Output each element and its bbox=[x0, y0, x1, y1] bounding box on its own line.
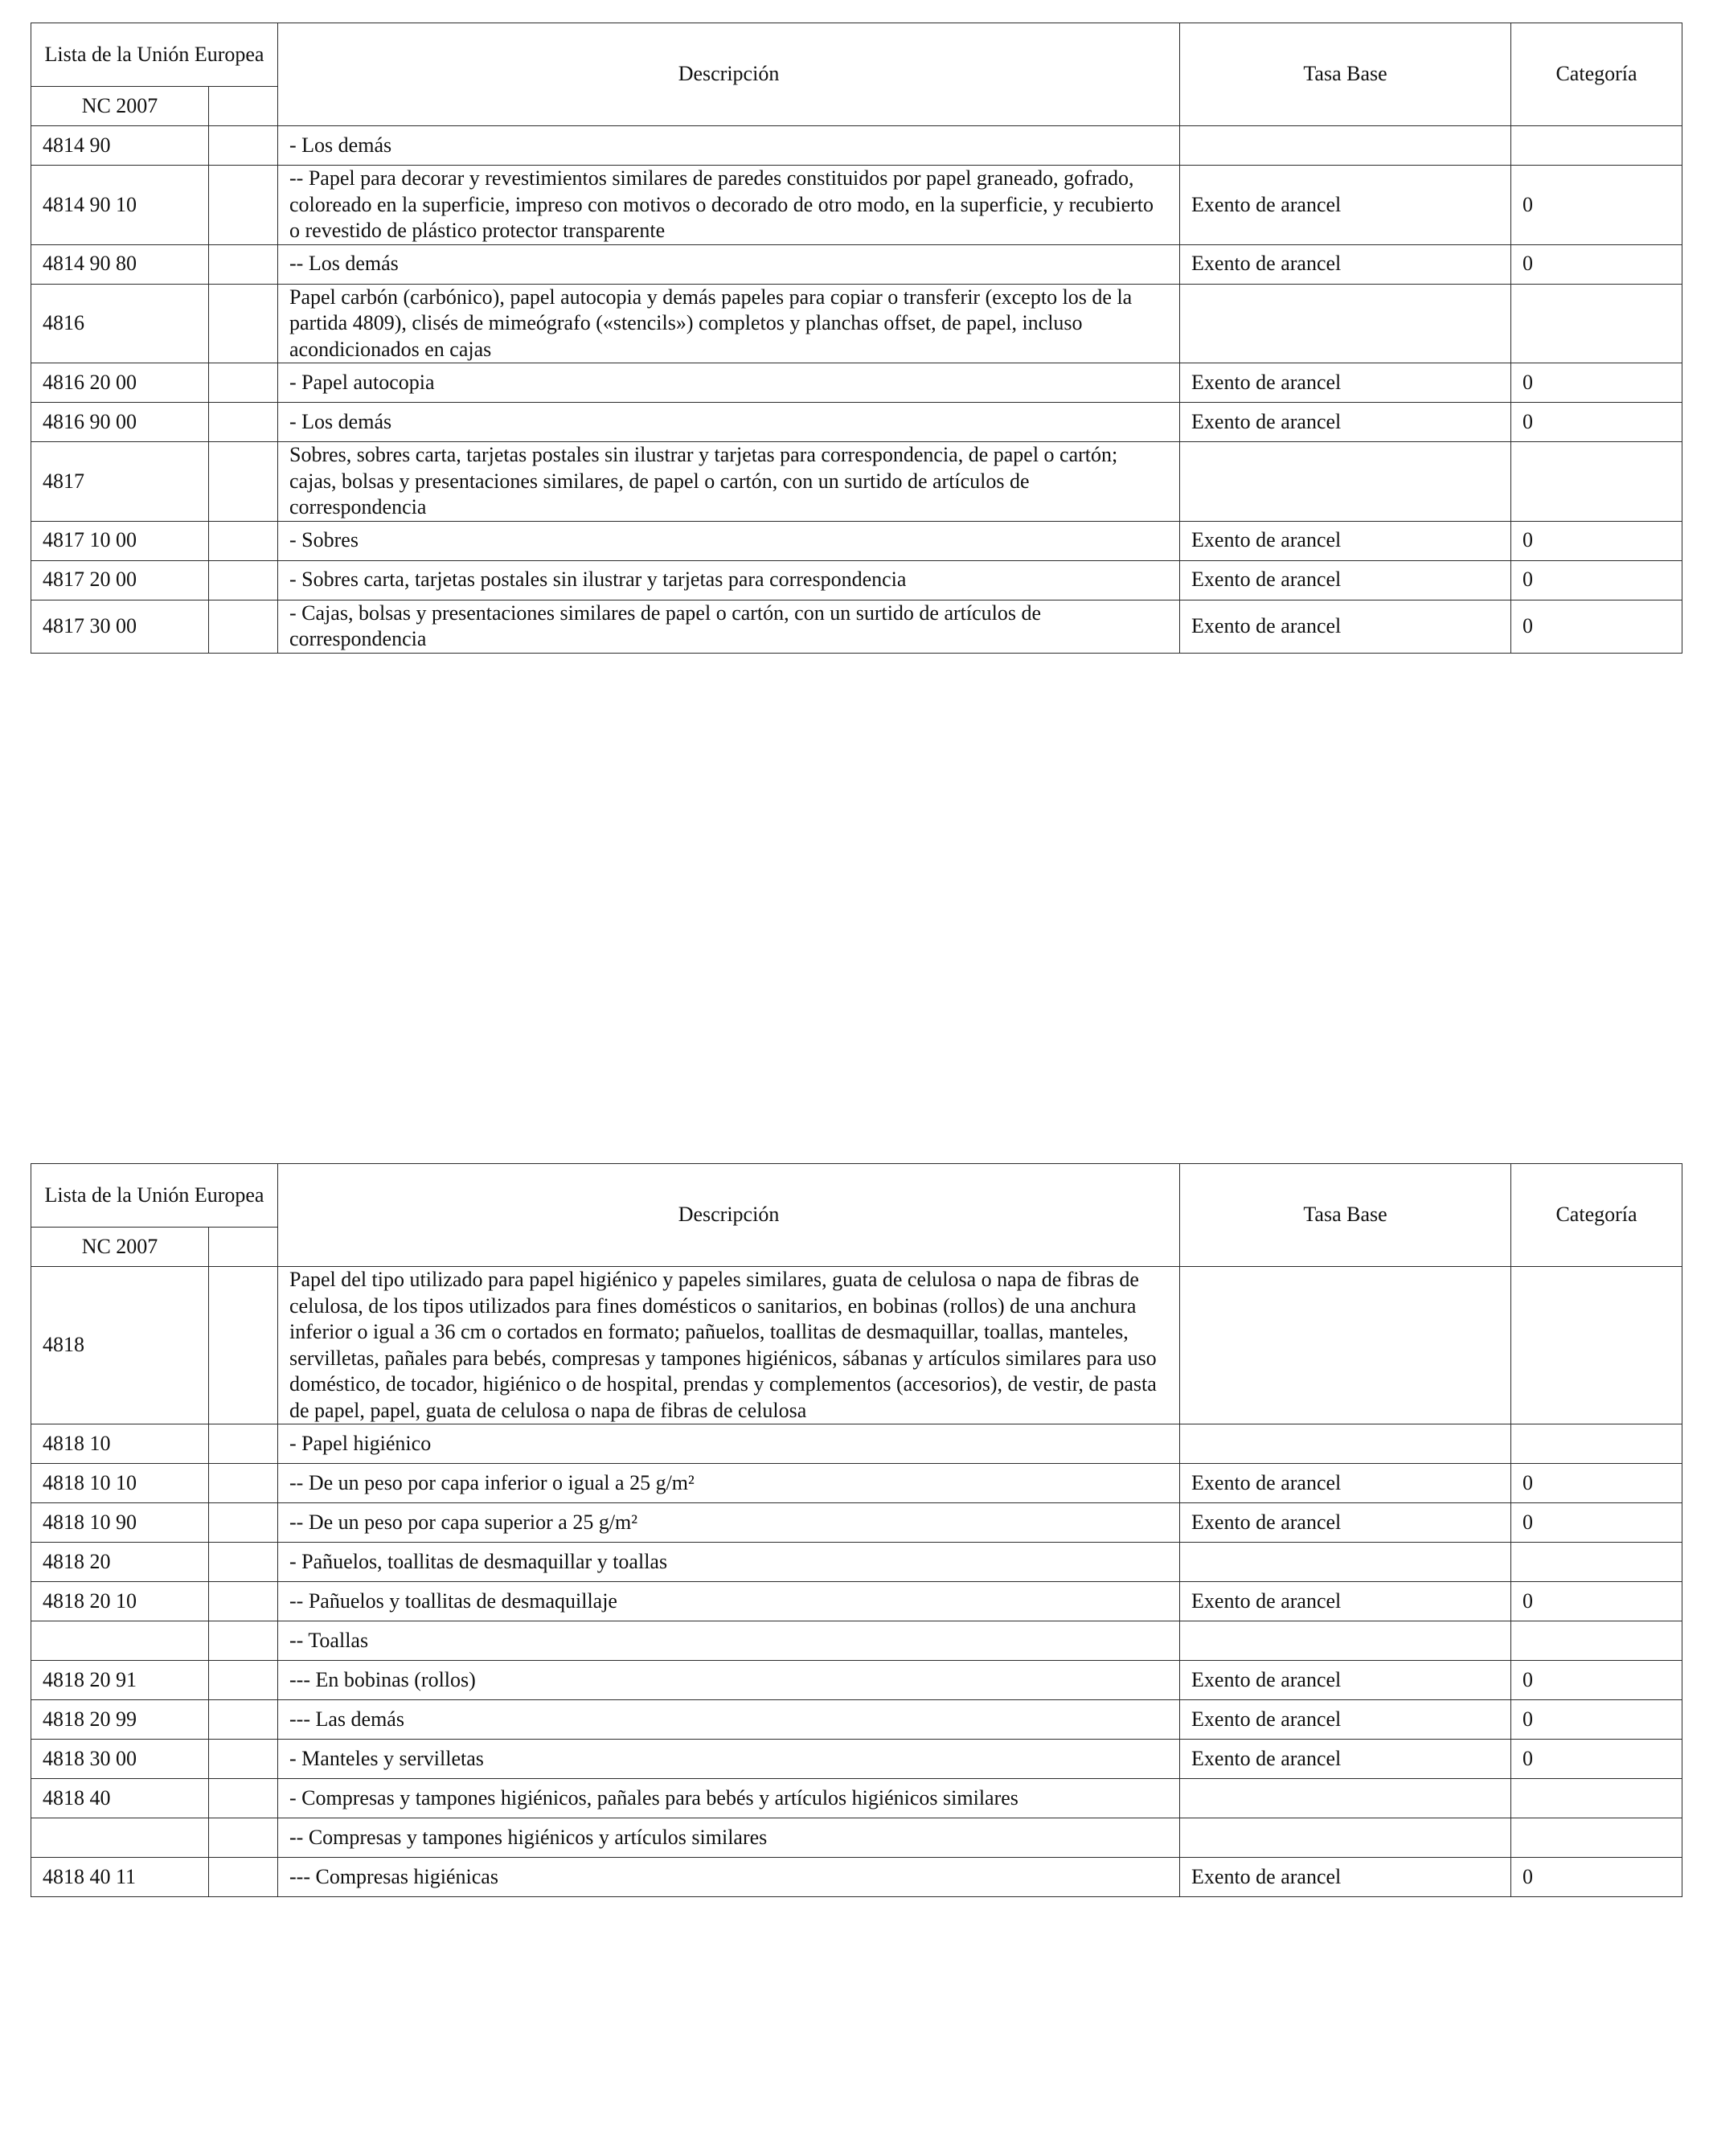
sub-code-cell bbox=[209, 403, 278, 442]
header-description: Descripción bbox=[278, 23, 1180, 126]
base-rate-cell: Exento de arancel bbox=[1180, 244, 1511, 284]
table-row bbox=[31, 1621, 1682, 1661]
table-row bbox=[31, 600, 1682, 653]
sub-code-cell bbox=[209, 1740, 278, 1779]
category-cell: 0 bbox=[1511, 166, 1682, 245]
cn-code-cell: 4818 20 99 bbox=[31, 1700, 209, 1740]
description-cell: - Papel autocopia bbox=[278, 363, 1180, 403]
cn-code-cell: 4818 40 bbox=[31, 1779, 209, 1818]
description-cell: Sobres, sobres carta, tarjetas postales sin ilustrar y tarjetas para correspondencia, de papel o cartón; cajas, bolsas y presentaciones similares, de papel o cartón, con un surtido de artículos de correspondencia bbox=[278, 442, 1180, 522]
header-base-rate: Tasa Base bbox=[1180, 1164, 1511, 1267]
cn-code-cell: 4818 20 10 bbox=[31, 1582, 209, 1621]
base-rate-cell: Exento de arancel bbox=[1180, 1700, 1511, 1740]
table-row bbox=[31, 1779, 1682, 1818]
base-rate-cell: Exento de arancel bbox=[1180, 600, 1511, 653]
table-row bbox=[31, 284, 1682, 363]
base-rate-cell: Exento de arancel bbox=[1180, 1582, 1511, 1621]
description-cell: - Manteles y servilletas bbox=[278, 1740, 1180, 1779]
table-row bbox=[31, 1424, 1682, 1464]
description-cell: --- En bobinas (rollos) bbox=[278, 1661, 1180, 1700]
cn-code-cell: 4818 30 00 bbox=[31, 1740, 209, 1779]
category-cell: 0 bbox=[1511, 1464, 1682, 1503]
base-rate-cell: Exento de arancel bbox=[1180, 403, 1511, 442]
cn-code-cell: 4817 20 00 bbox=[31, 560, 209, 600]
header-category: Categoría bbox=[1511, 23, 1682, 126]
sub-code-cell bbox=[209, 363, 278, 403]
base-rate-cell: Exento de arancel bbox=[1180, 1464, 1511, 1503]
base-rate-cell: Exento de arancel bbox=[1180, 560, 1511, 600]
description-cell: - Sobres bbox=[278, 521, 1180, 560]
sub-code-cell bbox=[209, 1818, 278, 1858]
sub-code-cell bbox=[209, 1503, 278, 1543]
description-cell: - Papel higiénico bbox=[278, 1424, 1180, 1464]
description-cell: - Cajas, bolsas y presentaciones similares de papel o cartón, con un surtido de artículos de correspondencia bbox=[278, 600, 1180, 653]
category-cell: 0 bbox=[1511, 1661, 1682, 1700]
base-rate-cell: Exento de arancel bbox=[1180, 166, 1511, 245]
table-row bbox=[31, 1464, 1682, 1503]
category-cell: 0 bbox=[1511, 1740, 1682, 1779]
cn-code-cell: 4818 40 11 bbox=[31, 1858, 209, 1897]
base-rate-cell bbox=[1180, 442, 1511, 522]
description-cell: - Compresas y tampones higiénicos, pañales para bebés y artículos higiénicos similares bbox=[278, 1779, 1180, 1818]
description-cell: - Los demás bbox=[278, 403, 1180, 442]
table-1-body bbox=[31, 126, 1682, 654]
table-row bbox=[31, 1661, 1682, 1700]
base-rate-cell: Exento de arancel bbox=[1180, 1740, 1511, 1779]
base-rate-cell bbox=[1180, 1267, 1511, 1424]
base-rate-cell bbox=[1180, 126, 1511, 166]
sub-code-cell bbox=[209, 1700, 278, 1740]
base-rate-cell: Exento de arancel bbox=[1180, 1503, 1511, 1543]
sub-code-cell bbox=[209, 1621, 278, 1661]
cn-code-cell: 4814 90 80 bbox=[31, 244, 209, 284]
category-cell bbox=[1511, 126, 1682, 166]
cn-code-cell: 4818 10 90 bbox=[31, 1503, 209, 1543]
category-cell bbox=[1511, 284, 1682, 363]
table-row bbox=[31, 442, 1682, 522]
description-cell: - Pañuelos, toallitas de desmaquillar y toallas bbox=[278, 1543, 1180, 1582]
category-cell bbox=[1511, 1779, 1682, 1818]
cn-code-cell: 4814 90 bbox=[31, 126, 209, 166]
sub-code-cell bbox=[209, 126, 278, 166]
table-2-body bbox=[31, 1267, 1682, 1897]
table-row bbox=[31, 1818, 1682, 1858]
category-cell: 0 bbox=[1511, 1700, 1682, 1740]
description-cell: -- Los demás bbox=[278, 244, 1180, 284]
header-nc-2007: NC 2007 bbox=[31, 87, 209, 126]
cn-code-cell bbox=[31, 1818, 209, 1858]
table-row bbox=[31, 126, 1682, 166]
sub-code-cell bbox=[209, 1267, 278, 1424]
table-row bbox=[31, 1503, 1682, 1543]
base-rate-cell: Exento de arancel bbox=[1180, 1661, 1511, 1700]
cn-code-cell: 4814 90 10 bbox=[31, 166, 209, 245]
table-row bbox=[31, 403, 1682, 442]
table-row bbox=[31, 363, 1682, 403]
category-cell: 0 bbox=[1511, 1858, 1682, 1897]
table-row bbox=[31, 1700, 1682, 1740]
category-cell: 0 bbox=[1511, 1582, 1682, 1621]
base-rate-cell bbox=[1180, 1621, 1511, 1661]
category-cell: 0 bbox=[1511, 403, 1682, 442]
category-cell bbox=[1511, 1818, 1682, 1858]
description-cell: -- Toallas bbox=[278, 1621, 1180, 1661]
description-cell: -- Papel para decorar y revestimientos similares de paredes constituidos por papel graneado, gofrado, coloreado en la superficie, impreso con motivos o decorado de otro modo, en la superficie, y recubierto o revestido de plástico protector transparente bbox=[278, 166, 1180, 245]
cn-code-cell: 4816 90 00 bbox=[31, 403, 209, 442]
base-rate-cell: Exento de arancel bbox=[1180, 521, 1511, 560]
header-eu-list: Lista de la Unión Europea bbox=[31, 1164, 278, 1228]
header-nc-sub bbox=[209, 87, 278, 126]
category-cell: 0 bbox=[1511, 1503, 1682, 1543]
sub-code-cell bbox=[209, 600, 278, 653]
table-row bbox=[31, 1858, 1682, 1897]
base-rate-cell: Exento de arancel bbox=[1180, 1858, 1511, 1897]
category-cell bbox=[1511, 1267, 1682, 1424]
table-row bbox=[31, 521, 1682, 560]
sub-code-cell bbox=[209, 1779, 278, 1818]
base-rate-cell bbox=[1180, 1779, 1511, 1818]
cn-code-cell: 4818 10 bbox=[31, 1424, 209, 1464]
cn-code-cell bbox=[31, 1621, 209, 1661]
cn-code-cell: 4817 bbox=[31, 442, 209, 522]
category-cell: 0 bbox=[1511, 600, 1682, 653]
header-base-rate: Tasa Base bbox=[1180, 23, 1511, 126]
cn-code-cell: 4818 20 91 bbox=[31, 1661, 209, 1700]
tariff-table-1 bbox=[31, 23, 1682, 654]
sub-code-cell bbox=[209, 442, 278, 522]
base-rate-cell bbox=[1180, 1818, 1511, 1858]
category-cell bbox=[1511, 1543, 1682, 1582]
sub-code-cell bbox=[209, 244, 278, 284]
header-eu-list: Lista de la Unión Europea bbox=[31, 23, 278, 87]
base-rate-cell: Exento de arancel bbox=[1180, 363, 1511, 403]
cn-code-cell: 4816 20 00 bbox=[31, 363, 209, 403]
category-cell bbox=[1511, 1621, 1682, 1661]
category-cell: 0 bbox=[1511, 363, 1682, 403]
cn-code-cell: 4818 20 bbox=[31, 1543, 209, 1582]
table-row bbox=[31, 166, 1682, 245]
sub-code-cell bbox=[209, 521, 278, 560]
base-rate-cell bbox=[1180, 284, 1511, 363]
description-cell: -- Pañuelos y toallitas de desmaquillaje bbox=[278, 1582, 1180, 1621]
cn-code-cell: 4818 10 10 bbox=[31, 1464, 209, 1503]
table-row bbox=[31, 1582, 1682, 1621]
description-cell: - Los demás bbox=[278, 126, 1180, 166]
category-cell: 0 bbox=[1511, 560, 1682, 600]
header-nc-2007: NC 2007 bbox=[31, 1228, 209, 1267]
category-cell: 0 bbox=[1511, 521, 1682, 560]
sub-code-cell bbox=[209, 1543, 278, 1582]
description-cell: -- De un peso por capa inferior o igual a 25 g/m² bbox=[278, 1464, 1180, 1503]
cn-code-cell: 4817 10 00 bbox=[31, 521, 209, 560]
sub-code-cell bbox=[209, 166, 278, 245]
table-row bbox=[31, 1740, 1682, 1779]
sub-code-cell bbox=[209, 1464, 278, 1503]
description-cell: - Sobres carta, tarjetas postales sin ilustrar y tarjetas para correspondencia bbox=[278, 560, 1180, 600]
category-cell bbox=[1511, 1424, 1682, 1464]
description-cell: Papel del tipo utilizado para papel higiénico y papeles similares, guata de celulosa o napa de fibras de celulosa, de los tipos utilizados para fines domésticos o sanitarios, en bobinas (rollos) de una anchura inferior o igual a 36 cm o cortados en formato; pañuelos, toallitas de desmaquillar, toallas, manteles, servilletas, pañales para bebés, compresas y tampones higiénicos, sábanas y artículos similares para uso doméstico, de tocador, higiénico o de hospital, prendas y complementos (accesorios), de vestir, de pasta de papel, papel, guata de celulosa o napa de fibras de celulosa bbox=[278, 1267, 1180, 1424]
table-row bbox=[31, 1267, 1682, 1424]
sub-code-cell bbox=[209, 1582, 278, 1621]
header-category: Categoría bbox=[1511, 1164, 1682, 1267]
tariff-table-2 bbox=[31, 1163, 1682, 1897]
base-rate-cell bbox=[1180, 1424, 1511, 1464]
base-rate-cell bbox=[1180, 1543, 1511, 1582]
category-cell bbox=[1511, 442, 1682, 522]
category-cell: 0 bbox=[1511, 244, 1682, 284]
cn-code-cell: 4818 bbox=[31, 1267, 209, 1424]
description-cell: Papel carbón (carbónico), papel autocopia y demás papeles para copiar o transferir (excepto los de la partida 4809), clisés de mimeógrafo («stencils») completos y planchas offset, de papel, incluso acondicionados en cajas bbox=[278, 284, 1180, 363]
header-nc-sub bbox=[209, 1228, 278, 1267]
cn-code-cell: 4816 bbox=[31, 284, 209, 363]
table-row bbox=[31, 560, 1682, 600]
table-row bbox=[31, 244, 1682, 284]
description-cell: -- De un peso por capa superior a 25 g/m² bbox=[278, 1503, 1180, 1543]
sub-code-cell bbox=[209, 560, 278, 600]
sub-code-cell bbox=[209, 1424, 278, 1464]
sub-code-cell bbox=[209, 1858, 278, 1897]
cn-code-cell: 4817 30 00 bbox=[31, 600, 209, 653]
sub-code-cell bbox=[209, 284, 278, 363]
header-description: Descripción bbox=[278, 1164, 1180, 1267]
table-row bbox=[31, 1543, 1682, 1582]
description-cell: --- Compresas higiénicas bbox=[278, 1858, 1180, 1897]
description-cell: --- Las demás bbox=[278, 1700, 1180, 1740]
sub-code-cell bbox=[209, 1661, 278, 1700]
description-cell: -- Compresas y tampones higiénicos y artículos similares bbox=[278, 1818, 1180, 1858]
